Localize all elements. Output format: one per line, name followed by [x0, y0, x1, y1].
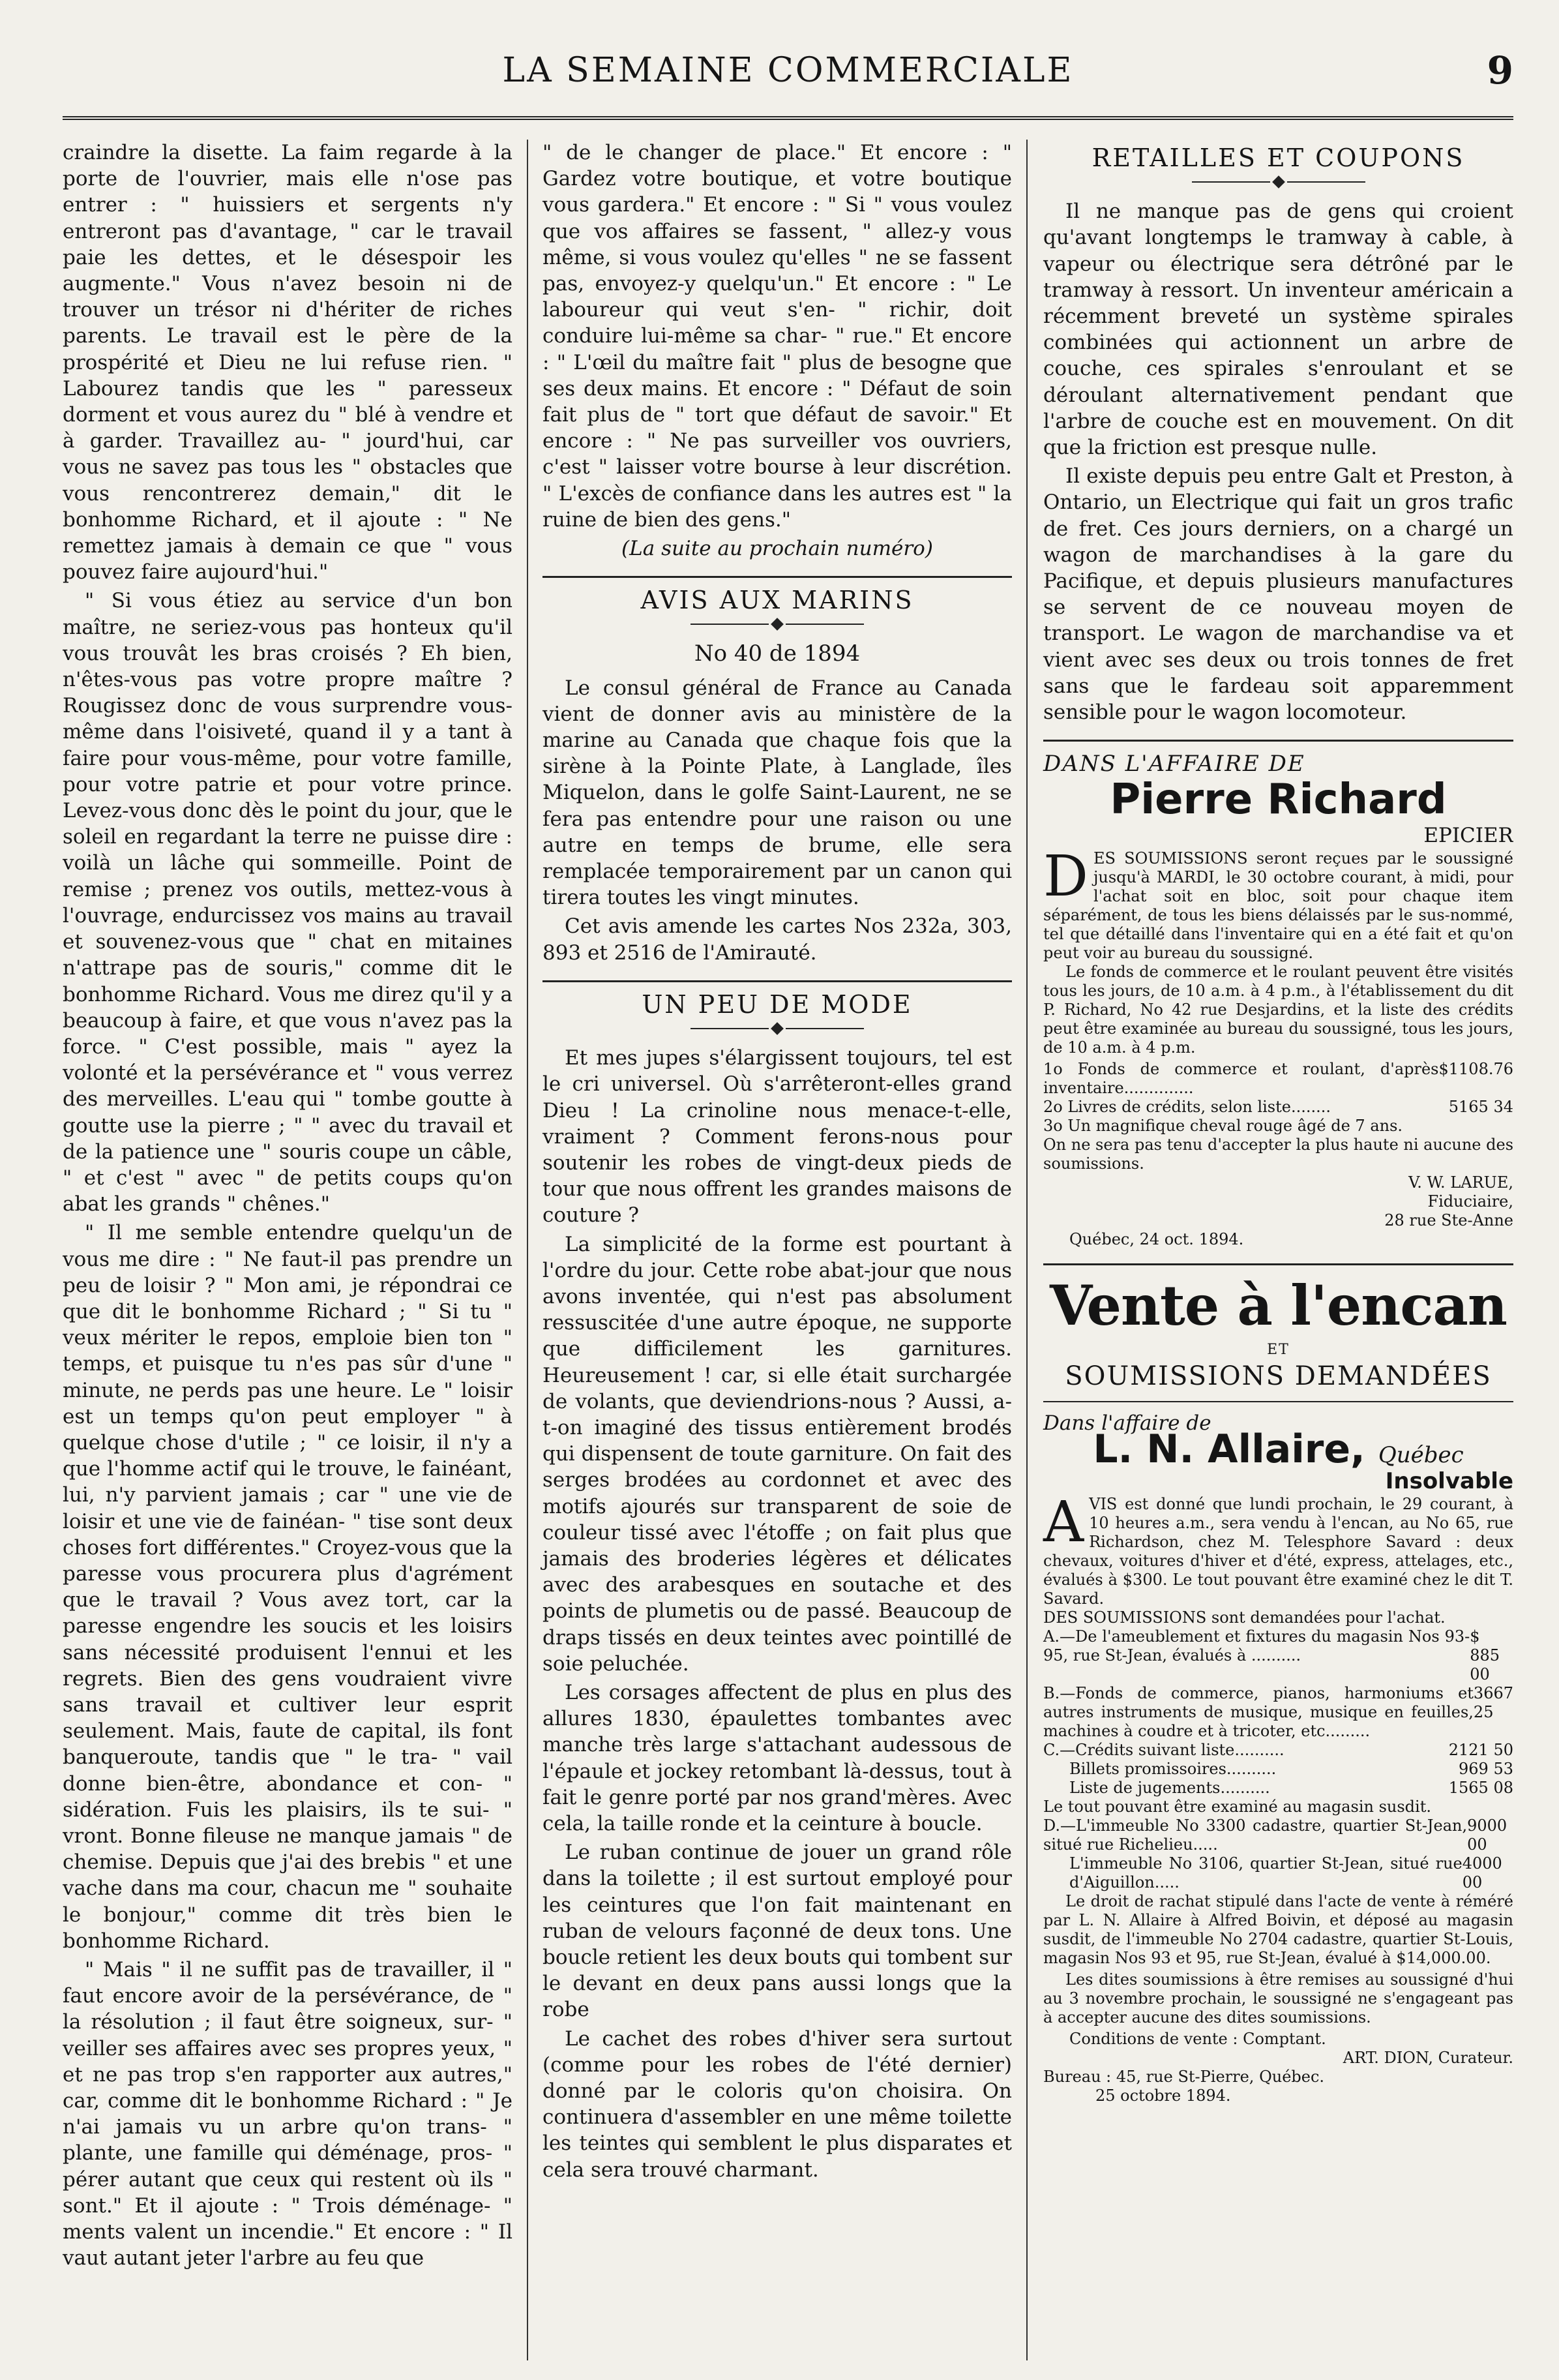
conditions: Conditions de vente : Comptant.: [1069, 2029, 1326, 2048]
publication-title: LA SEMAINE COMMERCIALE: [502, 51, 1074, 90]
section-rule: [542, 576, 1012, 578]
paragraph: Et mes jupes s'élargissent toujours, tel est le cri universel. Où s'arrêteront-elles grand Dieu ! La crinoline nous menace-t-elle, vraiment ? Comment ferons-nous pour soutenir les robes de vingt-deux pieds de tour que nous offrent les grandes maisons de couture ?: [542, 1046, 1012, 1228]
paragraph: Le consul général de France au Canada vient de donner avis au ministère de la marine au Canada que chaque fois que la sirène à la Pointe Plate, à Langlade, îles Miquelon, dans le golfe Saint-Laurent, ne se fera pas entendre pour une raison ou une autre en temps de brume, elle sera remplacée temporairement par un canon qui tirera toutes les vingt minutes.: [542, 676, 1012, 910]
vente-title: Vente à l'encan: [1050, 1273, 1507, 1338]
masthead: [63, 38, 1513, 116]
paragraph: " Si vous étiez au service d'un bon maître, ne seriez-vous pas honteux qu'il vous trouvât les bras croisés ? Eh bien, n'êtes-vous pas votre propre maître ? Rougissez donc de vous surprendre vous-même dans l'oisiveté, quand il y a tant à faire pour vous-même, pour votre famille, pour votre patrie et pour votre prince. Levez-vous donc dès le point du jour, que le soleil en regardant la terre ne puisse dire : voilà un lâche qui sommeille. Point de remise ; prenez vos outils, mettez-vous à l'ouvrage, endurcissez vos mains au travail et souvenez-vous que " chat en mitaines n'attrape pas de souris," comme dit le bonhomme Richard. Vous me direz qu'il y a beaucoup à faire, et que vous n'avez pas la force. " C'est possible, mais " ayez la volonté et la persévérance et " vous verrez des merveilles. L'eau qui " tombe goutte à goutte use la pierre ; " " avec du travail et de la patience une " souris coupe un câble, " et c'est " avec " de petits coups qu'on abat les grands " chênes.": [63, 589, 512, 1216]
signer-address: 28 rue Ste-Anne: [1384, 1211, 1513, 1229]
avis-number: No 40 de 1894: [694, 640, 861, 667]
merchant-name: L. N. Allaire,: [1093, 1426, 1365, 1473]
notice-date: Québec, 24 oct. 1894.: [1069, 1229, 1244, 1248]
signer: V. W. LARUE,: [1408, 1173, 1513, 1192]
ornament-rule: [542, 1024, 1012, 1033]
masthead-rule: [63, 116, 1513, 120]
bureau-address: Bureau : 45, rue St-Pierre, Québec.: [1043, 2067, 1325, 2086]
paragraph: craindre la disette. La faim regarde à la porte de l'ouvrier, mais elle n'ose pas entrer : " huissiers et sergents n'y entreront pas d'avantage, " car le travail paie les dettes, et le désespoir les augmente." Vous n'avez besoin ni de trouver un trésor ni d'hériter de riches parents. Le travail est le père de la prospérité et Dieu ne lui refuse rien. " Labourez tandis que les " paresseux dorment et vous aurez du " blé à vendre et à garder. Travaillez au- " jourd'hui, car vous ne savez pas tous les " obstacles que vous rencontrerez demain," dit le bonhomme Richard, et il ajoute : " Ne remettez jamais à demain ce que " vous pouvez faire aujourd'hui.": [63, 141, 512, 584]
soumissions-title: SOUMISSIONS DEMANDÉES: [1065, 1361, 1492, 1391]
avis-title: AVIS AUX MARINS: [640, 586, 914, 615]
merchant-status: Insolvable: [1385, 1468, 1513, 1495]
drop-cap: A: [1043, 1489, 1084, 1555]
notice-date: 25 octobre 1894.: [1095, 2086, 1231, 2105]
merchant-name: Pierre Richard: [1110, 776, 1447, 824]
paragraph: Il existe depuis peu entre Galt et Preston, à Ontario, un Electrique qui fait un gros trafic de fret. Ces jours derniers, on a chargé un wagon de marchandises à la gare du Pacifique, et depuis plusieurs manufactures se servent de ce nouveau moyen de transport. Le wagon de marchandise va et vient avec ses deux ou trois tonnes de fret sans que le fardeau soit apparemment sensible pour le wagon locomoteur.: [1043, 464, 1513, 725]
column-3: [1026, 140, 1513, 2360]
paragraph: Les corsages affectent de plus en plus des allures 1830, épaulettes tombantes avec manche très large s'attachant audessous de l'épaule et jockey retombant là-dessus, tout à fait le genre porté par nos grand'mères. Avec cela, la taille ronde et la ceinture à boucle.: [542, 1680, 1012, 1835]
continued-note: (La suite au prochain numéro): [621, 537, 933, 561]
mode-title: UN PEU DE MODE: [642, 989, 913, 1019]
notice-body: D ES SOUMISSIONS seront reçues par le soussigné jusqu'à MARDI, le 30 octobre courant, à midi, pour l'achat soit en bloc, soit pour chaque item séparément, de tous les biens délaissés par le sus-nommé, tel que détaillé dans l'inventaire qui en a été fait et qu'on peut voir au bureau du soussigné.: [1043, 843, 1513, 962]
drop-cap: D: [1043, 843, 1088, 909]
retailles-title: RETAILLES ET COUPONS: [1091, 143, 1465, 172]
item-row: L'immeuble No 3106, quartier St-Jean, situé rue d'Aiguillon..... 4000 00: [1069, 1854, 1502, 1891]
item-row: Liste de jugements.......... 1565 08: [1069, 1778, 1513, 1797]
paragraph: " de le changer de place." Et encore : " Gardez votre boutique, et votre boutique vous gardera." Et encore : " Si " vous voulez que vos affaires se fassent, " allez-y vous même, si vous voulez qu'elles " ne se fassent pas, envoyez-y quelqu'un." Et encore : " Le laboureur qui veut s'en- " richir, doit conduire lui-même sa char- " rue." Et encore : " L'œil du maître fait " plus de besogne que ses deux mains. Et encore : " Défaut de soin fait plus de " tort que défaut de savoir." Et encore : " Ne pas surveiller vos ouvriers, c'est " laisser votre bourse à leur discrétion. " L'excès de confiance dans les autres est " la ruine de bien des gens.": [542, 141, 1012, 532]
column-1: [63, 140, 527, 2360]
section-rule: [1043, 1263, 1513, 1265]
notice-body: DES SOUMISSIONS sont demandées pour l'achat.: [1043, 1608, 1446, 1627]
paragraph: Le cachet des robes d'hiver sera surtout (comme pour les robes de l'été dernier) donné par le coloris qu'on choisira. On continuera d'assembler en une même toilette les teintes qui semblent le plus disparates et cela sera trouvé charmant.: [542, 2026, 1012, 2182]
paragraph: " Mais " il ne suffit pas de travailler, il " faut encore avoir de la persévérance, de " la résolution ; il faut être soigneux, sur- " veiller ses affaires avec ses propres yeux, " et ne pas trop s'en rapporter aux autres," car, comme dit le bonhomme Richard : " Je n'ai jamais vu un arbre qu'on trans- " plante, une famille qui déménage, pros- " pérer autant que ceux qui restent où ils " sont." Et il ajoute : " Trois déménage- " ments valent un incendie." Et encore : " Il vaut autant jeter l'arbre au feu que: [63, 1958, 512, 2270]
et-separator: ET: [1267, 1341, 1290, 1358]
columns: [63, 140, 1513, 2360]
notice-body: Le fonds de commerce et le roulant peuvent être visités tous les jours, de 10 a.m. à 4 p.m., à l'établissement du dit P. Richard, No 42 rue Desjardins, et la liste des crédits peut être examinée au bureau du soussigné, tous les jours, de 10 a.m. à 4 p.m.: [1043, 962, 1513, 1057]
paragraph: La simplicité de la forme est pourtant à l'ordre du jour. Cette robe abat-jour que nous avons inventée, qui n'est pas absolument ressuscitée d'une autre époque, ne supporte que difficilement les garnitures. Heureusement ! car, si elle était surchargée de volants, que deviendrions-nous ? Aussi, a-t-on imaginé des tissus entièrement brodés qui dispensent de toute garniture. On fait des serges brodées au cordonnet et avec des motifs ajourés sur transparent de soie de couleur tissé avec l'étoffe ; on fait plus que jamais des broderies légères et délicates avec des arabesques en soutache et des points de plumetis ou de passé. Beaucoup de draps tissés en deux teintes avec pointillé de soie peluchée.: [542, 1232, 1012, 1676]
notice-note: Le tout pouvant être examiné au magasin susdit.: [1043, 1797, 1431, 1816]
richard-notice: [1043, 751, 1513, 1248]
notice-body: Les dites soumissions à être remises au soussigné d'hui au 3 novembre prochain, le soussigné ne s'engageant pas à accepter aucune des dites soumissions.: [1043, 1970, 1513, 2026]
item-row: D.—L'immeuble No 3300 cadastre, quartier St-Jean, situé rue Richelieu..... 9000 00: [1043, 1816, 1507, 1854]
ornament-rule: [542, 620, 1012, 629]
section-rule: [542, 980, 1012, 982]
item-row: C.—Crédits suivant liste.......... 2121 50: [1043, 1740, 1513, 1759]
signer: ART. DION, Curateur.: [1343, 2048, 1513, 2067]
paragraph: " Il me semble entendre quelqu'un de vous me dire : " Ne faut-il pas prendre un peu de loisir ? " Mon ami, je répondrai ce que dit le bonhomme Richard ; " Si tu " veux mériter le repos, emploie bien ton " temps, et puisque tu n'es pas sûr d'une " minute, ne perds pas une heure. Le " loisir est un temps qu'on peut employer " à quelque chose d'utile ; " ce loisir, il n'y a que l'homme actif qui le trouve, le fainéant, lui, n'y parvient jamais ; car " une vie de loisir et une vie de fainéan- " tise sont deux choses fort différentes." Croyez-vous que la paresse vous procurera plus d'agrément que le travail ? Vous avez tort, car la paresse engendre les soucis et les loisirs sans nécessité produisent l'ennui et les regrets. Bien des gens voudraient vivre sans travail et cultiver leur esprit seulement. Mais, faute de capital, ils font banqueroute, tandis que " le tra- " vail donne bien-être, abondance et con- " sidération. Fuis les plaisirs, ils te sui- " vront. Bonne fileuse ne manque jamais " de chemise. Depuis que j'ai des brebis " et une vache dans ma cour, chacun me " souhaite le bonjour," comme dit très bien le bonhomme Richard.: [63, 1221, 512, 1953]
item-row: 3o Un magnifique cheval rouge âgé de 7 ans.: [1043, 1116, 1403, 1135]
notice-note: On ne sera pas tenu d'accepter la plus haute ni aucune des soumissions.: [1043, 1135, 1513, 1173]
column-2: [527, 140, 1026, 2360]
merchant-line: [1043, 1426, 1513, 1473]
paragraph: Il ne manque pas de gens qui croient qu'avant longtemps le tramway à cable, à vapeur ou électrique sera détrôné par le tramway à ressort. Un inventeur américain a récemment breveté un système spirales combinées qui actionnent un arbre de couche, ces spirales s'enroulant et se déroulant alternativement pendant que l'arbre de couche est en mouvement. On dit que la friction est presque nulle.: [1043, 200, 1513, 460]
signer-role: Fiduciaire,: [1427, 1192, 1513, 1211]
section-rule: [1043, 1401, 1513, 1402]
notice-body: A VIS est donné que lundi prochain, le 29 courant, à 10 heures a.m., sera vendu à l'encan, au No 65, rue Richardson, chez M. Telesphore Savard : deux chevaux, voitures d'hiver et d'été, express, attelages, etc., évalués à $300. Le tout pouvant être examiné chez le dit T. Savard.: [1043, 1489, 1513, 1608]
ornament-rule: [1043, 177, 1513, 187]
item-row: A.—De l'ameublement et fixtures du magasin Nos 93-95, rue St-Jean, évalués à .......... $ 885 00: [1043, 1627, 1500, 1683]
item-row: B.—Fonds de commerce, pianos, harmoniums et autres instruments de musique, musique en feuilles, machines à coudre et à tricoter, etc......... 3667 25: [1043, 1683, 1513, 1740]
item-row: 1o Fonds de commerce et roulant, d'après inventaire.............. $1108.76: [1043, 1059, 1513, 1097]
notice-body: Le droit de rachat stipulé dans l'acte de vente à réméré par L. N. Allaire à Alfred Boivin, et déposé au magasin susdit, de l'immeuble No 2704 cadastre, quartier St-Louis, magasin Nos 93 et 95, rue St-Jean, évalué à $14,000.00.: [1043, 1891, 1513, 1967]
item-row: 2o Livres de crédits, selon liste........ 5165 34: [1043, 1097, 1513, 1116]
notice-heading: Dans l'affaire de: [1043, 1411, 1211, 1436]
paragraph: Le ruban continue de jouer un grand rôle dans la toilette ; il est surtout employé pour les ceintures que l'on fait maintenant en ruban de velours façonné de deux tons. Une boucle retient les deux bouts qui tombent sur le devant en deux pans aussi longs que la robe: [542, 1841, 1012, 2022]
page-number: 9: [1487, 48, 1513, 93]
item-row: Billets promissoires.......... 969 53: [1069, 1759, 1513, 1778]
merchant-city: Québec: [1378, 1442, 1464, 1469]
merchant-role: EPICIER: [1423, 824, 1513, 848]
paragraph: Cet avis amende les cartes Nos 232a, 303, 893 et 2516 de l'Amirauté.: [542, 914, 1012, 965]
vente-notice: [1043, 1274, 1513, 2105]
section-rule: [1043, 740, 1513, 742]
notice-heading: DANS L'AFFAIRE DE: [1043, 751, 1305, 777]
